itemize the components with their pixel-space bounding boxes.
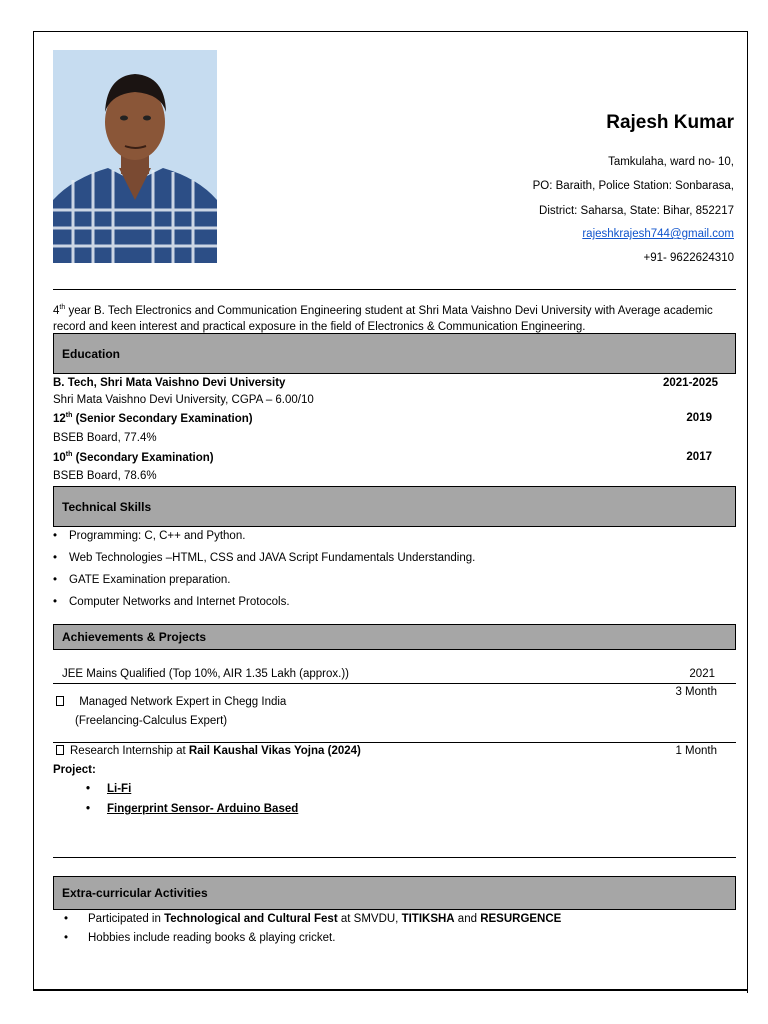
project-item: • Fingerprint Sensor- Arduino Based: [86, 803, 299, 815]
chegg-line-1: Managed Network Expert in Chegg India: [56, 696, 721, 708]
profile-photo: [53, 50, 217, 263]
divider: [53, 857, 736, 858]
phone-number: +91- 9622624310: [643, 252, 734, 264]
edu-12th-row: 12th (Senior Secondary Examination) 2019: [53, 412, 712, 425]
internship-row: Research Internship at Rail Kaushal Vikas Yojna (2024) 1 Month: [56, 745, 717, 757]
chegg-line-2: (Freelancing-Calculus Expert): [75, 715, 228, 727]
edu-btech-detail: Shri Mata Vaishno Devi University, CGPA – 6.00/10: [53, 394, 314, 406]
divider: [53, 742, 736, 743]
address-line-3: District: Saharsa, State: Bihar, 852217: [539, 205, 734, 217]
email-link[interactable]: rajeshkrajesh744@gmail.com: [582, 228, 734, 240]
edu-12th-detail: BSEB Board, 77.4%: [53, 432, 157, 444]
project-item: • Li-Fi: [86, 783, 132, 795]
divider: [53, 683, 736, 684]
skill-item: • Computer Networks and Internet Protocols.: [53, 596, 290, 608]
jee-achievement: JEE Mains Qualified (Top 10%, AIR 1.35 Lakh (approx.)) 2021: [62, 668, 715, 680]
extra-item: • Participated in Technological and Cultural Fest at SMVDU, TITIKSHA and RESURGENCE: [64, 913, 562, 925]
section-achievements-heading: Achievements & Projects: [53, 624, 736, 650]
section-extra-heading: Extra-curricular Activities: [53, 876, 736, 910]
checkbox-icon: [56, 696, 64, 706]
skill-item: • GATE Examination preparation.: [53, 574, 231, 586]
skill-item: • Web Technologies –HTML, CSS and JAVA Script Fundamentals Understanding.: [53, 552, 476, 564]
edu-10th-row: 10th (Secondary Examination) 2017: [53, 451, 712, 464]
project-label: Project:: [53, 764, 96, 776]
section-skills-heading: Technical Skills: [53, 486, 736, 527]
skill-item: • Programming: C, C++ and Python.: [53, 530, 246, 542]
intro-summary: 4th year B. Tech Electronics and Communication Engineering student at Shri Mata Vaishno Devi University with Average academic record and keen interest and practical exposure in the field of Electronics & Communication Engineering.: [53, 304, 713, 333]
checkbox-icon: [56, 745, 64, 755]
address-line-1: Tamkulaha, ward no- 10,: [608, 156, 734, 168]
header-divider: [53, 289, 736, 290]
edu-10th-detail: BSEB Board, 78.6%: [53, 470, 157, 482]
candidate-name: Rajesh Kumar: [606, 112, 734, 133]
extra-item: • Hobbies include reading books & playing cricket.: [64, 932, 336, 944]
address-line-2: PO: Baraith, Police Station: Sonbarasa,: [532, 180, 734, 192]
page-right-border: [747, 31, 748, 993]
edu-btech-row: B. Tech, Shri Mata Vaishno Devi University 2021-2025: [53, 377, 718, 389]
section-education-heading: Education: [53, 333, 736, 374]
